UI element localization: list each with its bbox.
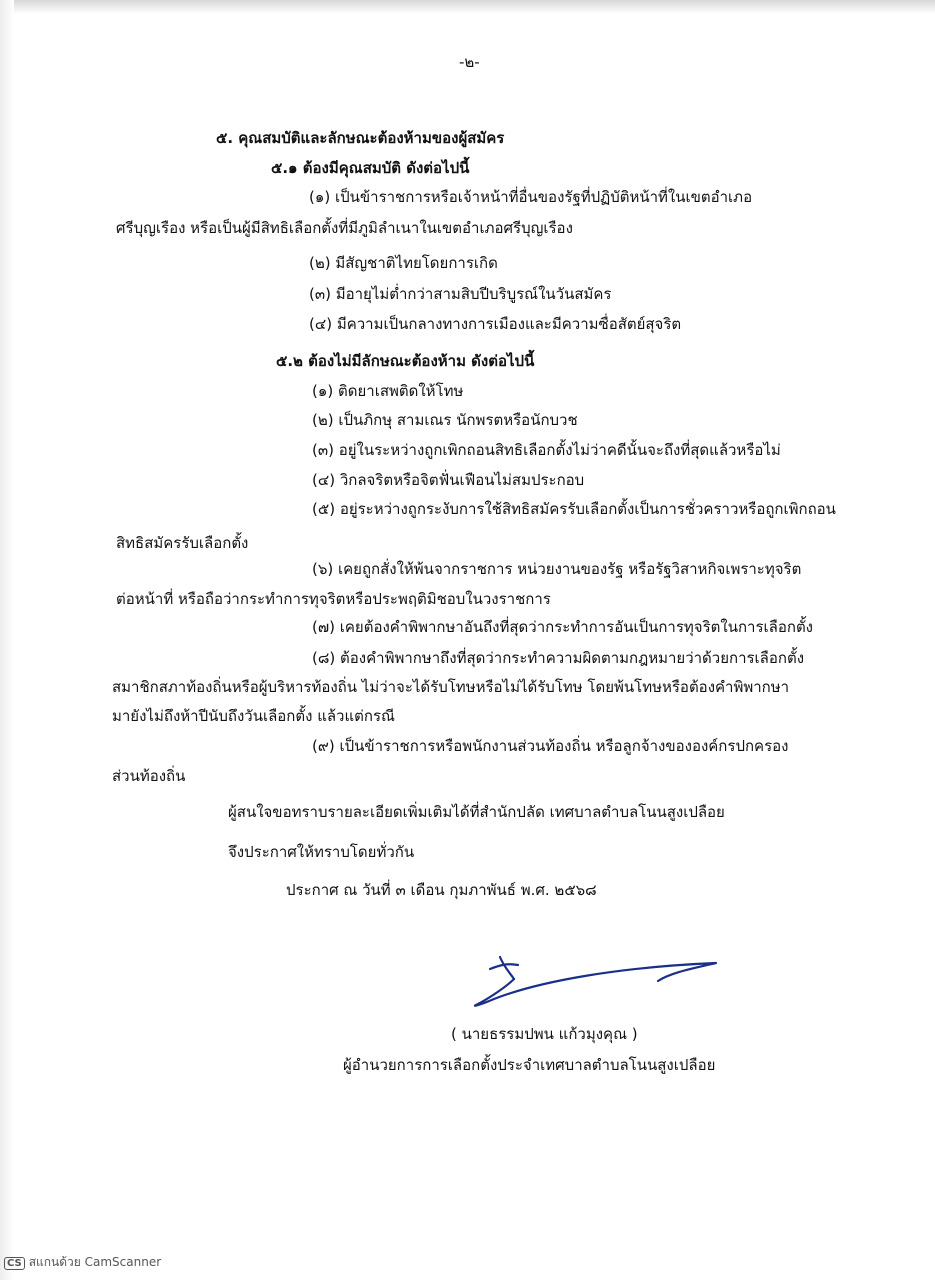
qualification-item-2: (๒) มีสัญชาติไทยโดยการเกิด [309, 254, 498, 272]
scanner-watermark [4, 1253, 161, 1272]
page-number: -๒- [459, 53, 480, 71]
watermark-text: สแกนด้วย CamScanner [28, 1255, 162, 1269]
qualification-item-1-line-1: (๑) เป็นข้าราชการหรือเจ้าหน้าที่อื่นของรัฐที่ปฏิบัติหน้าที่ในเขตอำเภอ [309, 188, 753, 206]
announcement-date: ประกาศ ณ วันที่ ๓ เดือน กุมภาพันธ์ พ.ศ. ๒๕๖๘ [286, 881, 597, 899]
prohibition-item-1: (๑) ติดยาเสพติดให้โทษ [312, 382, 464, 400]
prohibition-item-7: (๗) เคยต้องคำพิพากษาอันถึงที่สุดว่ากระทำการอันเป็นการทุจริตในการเลือกตั้ง [312, 618, 814, 636]
prohibition-item-8-line-1: (๘) ต้องคำพิพากษาถึงที่สุดว่ากระทำความผิดตามกฎหมายว่าด้วยการเลือกตั้ง [312, 649, 805, 667]
signature-image [470, 955, 730, 1015]
prohibition-item-6-line-2: ต่อหน้าที่ หรือถือว่ากระทำการทุจริตหรือประพฤติมิชอบในวงราชการ [116, 590, 551, 608]
qualification-item-4: (๔) มีความเป็นกลางทางการเมืองและมีความซื่อสัตย์สุจริต [309, 315, 682, 333]
signatory-name: ( นายธรรมปพน แก้วมุงคุณ ) [451, 1025, 638, 1043]
prohibition-item-2: (๒) เป็นภิกษุ สามเณร นักพรตหรือนักบวช [312, 411, 578, 429]
scan-edge-left [0, 0, 14, 1280]
inquiry-note: ผู้สนใจขอทราบรายละเอียดเพิ่มเติมได้ที่สำนักปลัด เทศบาลตำบลโนนสูงเปลือย [228, 803, 725, 821]
section-5-1-heading: ๕.๑ ต้องมีคุณสมบัติ ดังต่อไปนี้ [271, 159, 470, 177]
announcement-line: จึงประกาศให้ทราบโดยทั่วกัน [228, 843, 415, 861]
prohibition-item-6-line-1: (๖) เคยถูกสั่งให้พ้นจากราชการ หน่วยงานของรัฐ หรือรัฐวิสาหกิจเพราะทุจริต [312, 560, 802, 578]
prohibition-item-4: (๔) วิกลจริตหรือจิตฟั่นเฟือนไม่สมประกอบ [312, 471, 585, 489]
camscanner-icon: CS [4, 1257, 25, 1270]
scan-edge-top [0, 0, 935, 14]
prohibition-item-5-line-2: สิทธิสมัครรับเลือกตั้ง [116, 534, 249, 552]
prohibition-item-8-line-3: มายังไม่ถึงห้าปีนับถึงวันเลือกตั้ง แล้วแต่กรณี [112, 707, 395, 725]
prohibition-item-8-line-2: สมาชิกสภาท้องถิ่นหรือผู้บริหารท้องถิ่น ไม่ว่าจะได้รับโทษหรือไม่ได้รับโทษ โดยพ้นโทษหรือต้องคำพิพากษา [112, 678, 790, 696]
signatory-position: ผู้อำนวยการการเลือกตั้งประจำเทศบาลตำบลโนนสูงเปลือย [343, 1056, 716, 1074]
prohibition-item-9-line-2: ส่วนท้องถิ่น [112, 767, 186, 785]
prohibition-item-9-line-1: (๙) เป็นข้าราชการหรือพนักงานส่วนท้องถิ่น หรือลูกจ้างขององค์กรปกครอง [312, 737, 789, 755]
qualification-item-3: (๓) มีอายุไม่ต่ำกว่าสามสิบปีบริบูรณ์ในวันสมัคร [309, 285, 612, 303]
prohibition-item-3: (๓) อยู่ในระหว่างถูกเพิกถอนสิทธิเลือกตั้งไม่ว่าคดีนั้นจะถึงที่สุดแล้วหรือไม่ [312, 441, 781, 459]
section-5-heading: ๕. คุณสมบัติและลักษณะต้องห้ามของผู้สมัคร [216, 129, 505, 147]
prohibition-item-5-line-1: (๕) อยู่ระหว่างถูกระงับการใช้สิทธิสมัครรับเลือกตั้งเป็นการชั่วคราวหรือถูกเพิกถอน [312, 500, 836, 518]
qualification-item-1-line-2: ศรีบุญเรือง หรือเป็นผู้มีสิทธิเลือกตั้งที่มีภูมิลำเนาในเขตอำเภอศรีบุญเรือง [116, 219, 573, 237]
section-5-2-heading: ๕.๒ ต้องไม่มีลักษณะต้องห้าม ดังต่อไปนี้ [276, 352, 535, 370]
